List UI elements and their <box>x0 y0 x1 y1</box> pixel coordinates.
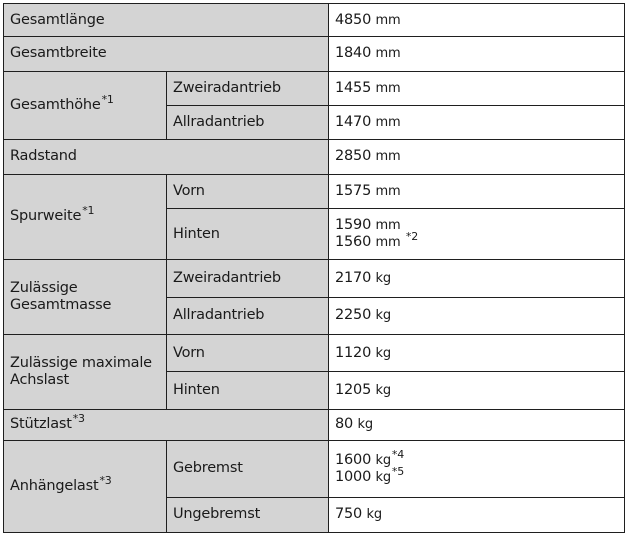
value-number: 1590 <box>335 217 372 234</box>
sub-label-allradantrieb <box>167 297 329 334</box>
table-row <box>4 37 625 71</box>
sub-label-hinten <box>167 208 329 259</box>
sub-label-gebremst <box>167 441 329 498</box>
label-text: Zulässige maximale <box>10 354 152 371</box>
value-number: 1000 <box>335 468 372 485</box>
value-number: 1205 <box>335 382 372 399</box>
row-value-gesamtlaenge <box>329 4 625 37</box>
value-cell <box>329 297 625 334</box>
sub-label-zweiradantrieb <box>167 71 329 105</box>
label-text: Achslast <box>10 371 69 388</box>
label-text: Hinten <box>173 382 220 399</box>
value-unit: mm <box>375 183 401 199</box>
label-text: Ungebremst <box>173 506 261 523</box>
value-unit: mm <box>375 46 401 62</box>
value-number: 1455 <box>335 79 372 96</box>
label-text: Zulässige <box>10 280 78 297</box>
row-label-anhaengelast <box>4 441 167 533</box>
value-unit: mm <box>375 12 401 28</box>
value-cell <box>329 497 625 532</box>
label-text: Spurweite <box>10 208 82 225</box>
label-text: Radstand <box>10 148 77 165</box>
table-row <box>4 260 625 297</box>
value-unit: mm <box>375 235 401 251</box>
value-line <box>335 217 618 234</box>
row-label-gesamtbreite <box>4 37 329 71</box>
value-cell <box>329 372 625 409</box>
footnote-marker: *3 <box>99 474 112 487</box>
specifications-table <box>3 3 625 533</box>
row-label-radstand <box>4 140 329 174</box>
value-unit: mm <box>375 218 401 234</box>
label-text: Allradantrieb <box>173 114 265 131</box>
sub-label-vorn <box>167 174 329 208</box>
value-number: 1560 <box>335 234 372 251</box>
value-unit: kg <box>366 507 382 523</box>
row-label-zulaessige-gesamtmasse <box>4 260 167 335</box>
label-text: Stützlast <box>10 416 72 433</box>
sub-label-allradantrieb <box>167 105 329 139</box>
footnote-marker: *2 <box>405 230 418 244</box>
value-number: 2250 <box>335 307 372 324</box>
value-cell <box>329 260 625 297</box>
table-row <box>4 71 625 105</box>
value-number: 1575 <box>335 182 372 199</box>
value-line <box>335 230 618 251</box>
table-row <box>4 140 625 174</box>
value-unit: kg <box>375 308 391 324</box>
value-unit: mm <box>375 149 401 165</box>
value-cell <box>329 71 625 105</box>
footnote-marker: *3 <box>72 412 85 426</box>
value-cell <box>329 174 625 208</box>
footnote-marker: *1 <box>101 92 114 106</box>
table-row <box>4 409 625 440</box>
value-number: 4850 <box>335 11 372 28</box>
value-cell <box>329 105 625 139</box>
value-unit: kg <box>375 271 391 287</box>
sub-label-vorn <box>167 335 329 372</box>
row-value-radstand <box>329 140 625 174</box>
value-unit: kg <box>375 452 391 468</box>
value-unit: kg <box>375 469 391 485</box>
sub-label-zweiradantrieb <box>167 260 329 297</box>
label-text: Gebremst <box>173 460 243 477</box>
value-number: 2170 <box>335 270 372 287</box>
label-text: Gesamtmasse <box>10 297 112 314</box>
value-number: 750 <box>335 506 363 523</box>
label-text: Zweiradantrieb <box>173 270 281 287</box>
label-text: Gesamthöhe <box>10 96 101 113</box>
label-text: Hinten <box>173 225 220 242</box>
value-line <box>335 464 618 486</box>
label-text: Gesamtlänge <box>10 11 105 28</box>
row-label-achslast <box>4 335 167 410</box>
value-unit: mm <box>375 115 401 131</box>
label-text: Vorn <box>173 344 205 361</box>
value-number: 80 <box>335 416 354 433</box>
table-row <box>4 174 625 208</box>
value-unit: mm <box>375 80 401 96</box>
row-label-gesamtlaenge <box>4 4 329 37</box>
value-unit: kg <box>375 345 391 361</box>
label-text: Zweiradantrieb <box>173 79 281 96</box>
label-text: Allradantrieb <box>173 307 265 324</box>
table-row <box>4 335 625 372</box>
value-unit: kg <box>375 383 391 399</box>
row-label-gesamthoehe <box>4 71 167 140</box>
label-text: Gesamtbreite <box>10 45 107 62</box>
value-line <box>335 447 618 469</box>
footnote-marker: *4 <box>391 447 405 461</box>
row-value-gesamtbreite <box>329 37 625 71</box>
value-number: 1840 <box>335 45 372 62</box>
label-text: Vorn <box>173 182 205 199</box>
footnote-marker: *5 <box>391 464 405 478</box>
table-row <box>4 441 625 498</box>
value-number: 1470 <box>335 114 372 131</box>
value-cell <box>329 441 625 498</box>
row-value-stuetzlast <box>329 409 625 440</box>
value-number: 1600 <box>335 451 372 468</box>
value-number: 1120 <box>335 344 372 361</box>
value-number: 2850 <box>335 148 372 165</box>
row-label-spurweite <box>4 174 167 260</box>
value-unit: kg <box>357 417 373 433</box>
footnote-marker: *1 <box>82 204 95 218</box>
sub-label-hinten <box>167 372 329 409</box>
table-row <box>4 4 625 37</box>
label-text: Anhängelast <box>10 478 99 494</box>
value-cell <box>329 335 625 372</box>
value-cell <box>329 208 625 259</box>
sub-label-ungebremst <box>167 497 329 532</box>
row-label-stuetzlast <box>4 409 329 440</box>
